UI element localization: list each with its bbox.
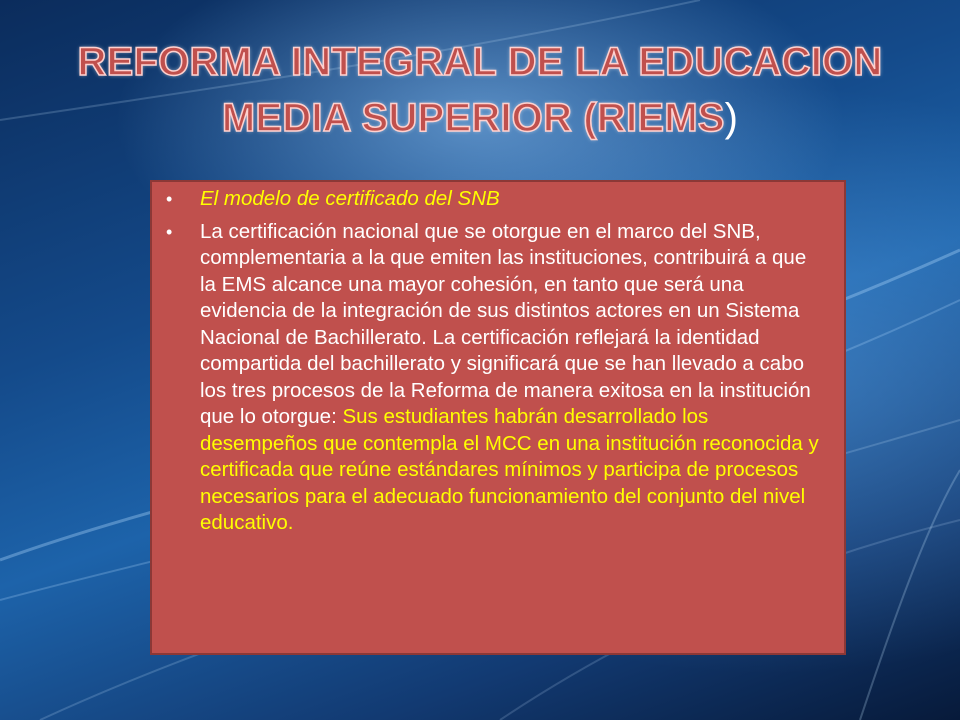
slide-title (40, 34, 920, 146)
bullet-item-heading (162, 186, 820, 213)
bullet-list (162, 186, 820, 537)
slide-title-main: REFORMA INTEGRAL DE LA EDUCACION MEDIA SUPERIOR (RIEMS (77, 40, 883, 140)
bullet-item-body (162, 219, 820, 537)
slide-title-paren: ) (724, 96, 739, 140)
bullet-icon: • (166, 189, 173, 209)
bullet-body-highlight: Sus estudiantes habrán desarrollado los desempeños que contempla el MCC en una institución reconocida y certificada que reúne estándares mínimos y participa de procesos necesarios para el adecuado funcionamiento del conjunto del nivel educativo. (200, 405, 819, 534)
bullet-body-text: La certificación nacional que se otorgue en el marco del SNB, complementaria a la que emiten las instituciones, contribuirá a que la EMS alcance una mayor cohesión, en tanto que será una evidencia de la integración de sus distintos actores en un Sistema Nacional de Bachillerato. La certificación reflejará la identidad compartida del bachillerato y significará que se han llevado a cabo los tres procesos de la Reforma de manera exitosa en la institución que lo otorgue: (200, 219, 811, 428)
bullet-icon: • (166, 221, 173, 242)
content-panel (150, 180, 846, 655)
bullet-heading-text: El modelo de certificado del SNB (200, 187, 500, 210)
